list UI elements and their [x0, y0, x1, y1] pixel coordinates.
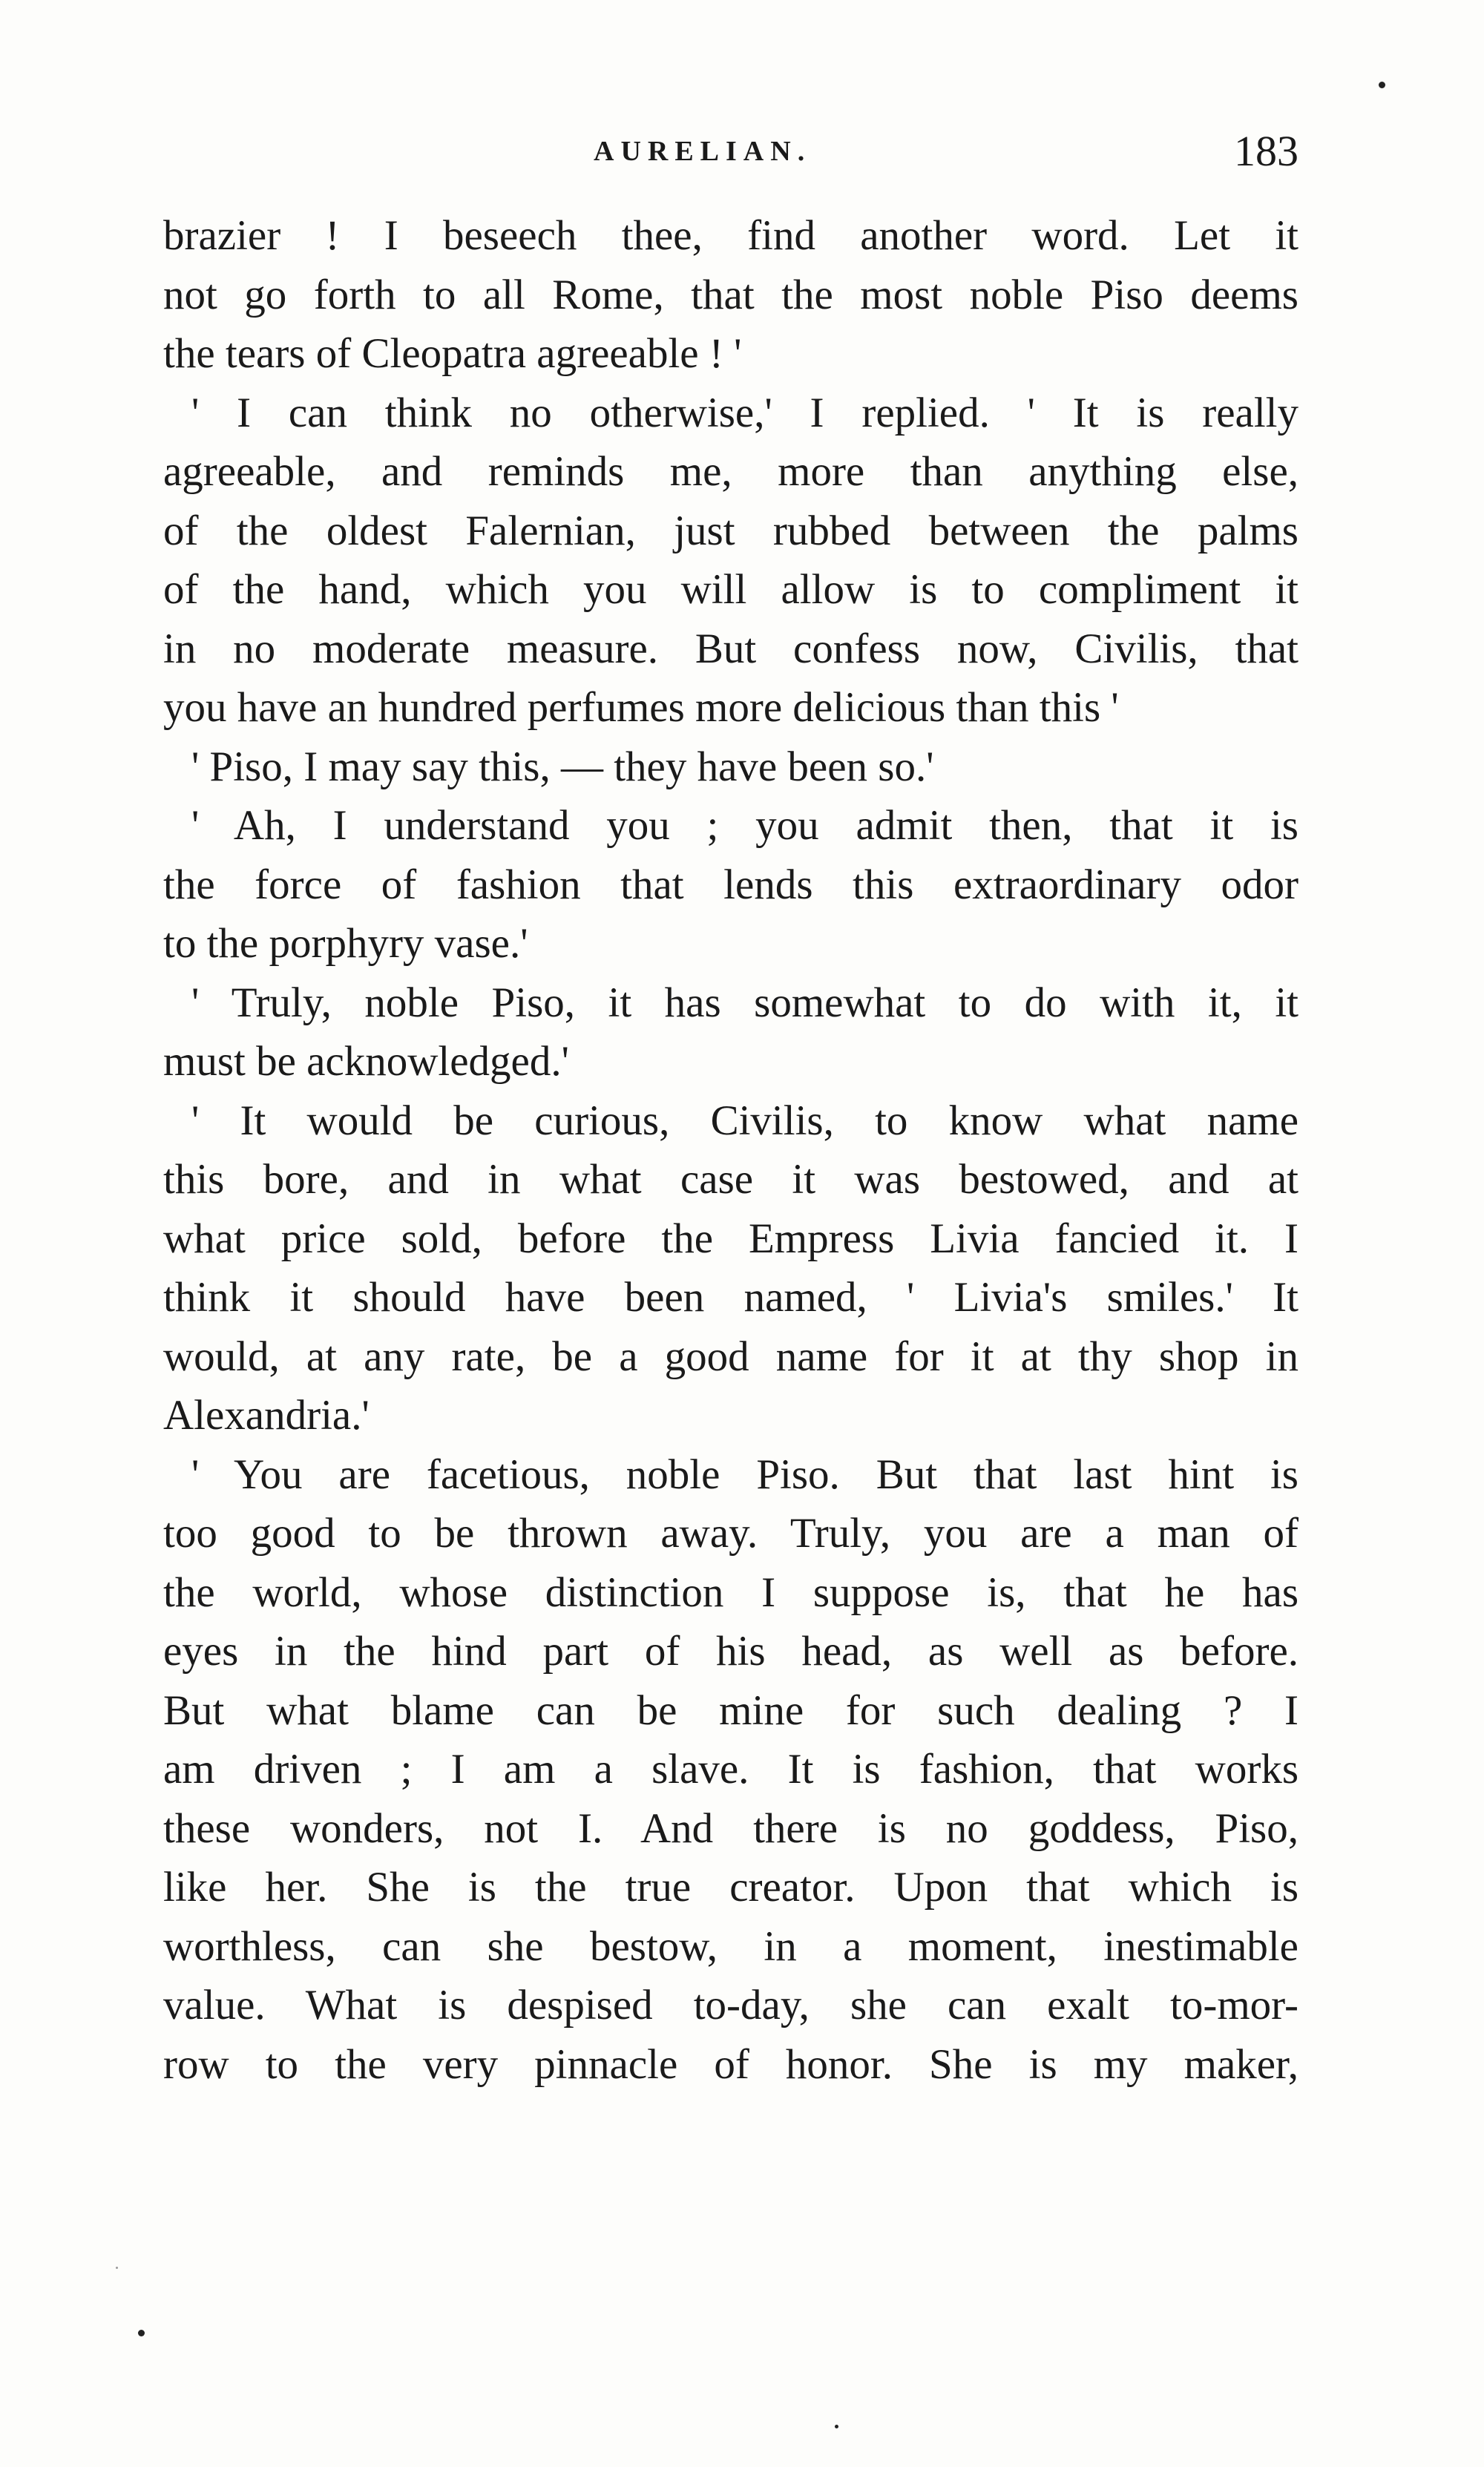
running-head [163, 126, 1298, 178]
text-line: not go forth to all Rome, that the most noble Piso deems [163, 271, 1298, 318]
body-text [163, 206, 1298, 2094]
text-line: ' It would be curious, Civilis, to know what name [191, 1097, 1298, 1144]
scan-speck [1379, 82, 1385, 88]
scan-speck [835, 2425, 838, 2428]
text-line: ' You are facetious, noble Piso. But that last hint is [191, 1451, 1298, 1498]
text-line: row to the very pinnacle of honor. She is my maker, [163, 2040, 1298, 2088]
text-line: ' I can think no otherwise,' I replied. ' It is really [191, 389, 1298, 436]
text-line: worthless, can she bestow, in a moment, inestimable [163, 1922, 1298, 1970]
text-line: to the porphyry vase.' [163, 920, 528, 967]
text-line: of the hand, which you will allow is to compliment it [163, 566, 1298, 613]
text-line: ' Truly, noble Piso, it has somewhat to do with it, it [191, 979, 1298, 1026]
text-line: eyes in the hind part of his head, as well as before. [163, 1628, 1298, 1675]
scan-speck [138, 2330, 145, 2336]
text-line: must be acknowledged.' [163, 1038, 569, 1085]
text-line: this bore, and in what case it was bestowed, and at [163, 1156, 1298, 1203]
running-title: AURELIAN. [594, 136, 812, 167]
text-line: too good to be thrown away. Truly, you are a man of [163, 1510, 1298, 1557]
text-line: ' Piso, I may say this, — they have been so.' [191, 743, 934, 790]
text-line: what price sold, before the Empress Livia fancied it. I [163, 1215, 1298, 1262]
text-line: the world, whose distinction I suppose is, that he has [163, 1568, 1298, 1616]
text-line: the force of fashion that lends this extraordinary odor [163, 861, 1298, 908]
text-line: But what blame can be mine for such dealing ? I [163, 1686, 1298, 1734]
page-number: 183 [1234, 127, 1298, 175]
text-line: these wonders, not I. And there is no goddess, Piso, [163, 1804, 1298, 1852]
text-line: would, at any rate, be a good name for it at thy shop in [163, 1333, 1298, 1380]
text-line: agreeable, and reminds me, more than anything else, [163, 448, 1298, 495]
text-line: am driven ; I am a slave. It is fashion, that works [163, 1746, 1298, 1793]
text-line: you have an hundred perfumes more delicious than this ' [163, 684, 1119, 731]
scan-speck [116, 2267, 118, 2269]
text-line: of the oldest Falernian, just rubbed between the palms [163, 507, 1298, 554]
text-line: in no moderate measure. But confess now, Civilis, that [163, 625, 1298, 672]
text-line: ' Ah, I understand you ; you admit then, that it is [191, 802, 1298, 849]
text-line: like her. She is the true creator. Upon that which is [163, 1864, 1298, 1911]
text-line: value. What is despised to-day, she can exalt to-mor- [163, 1982, 1298, 2029]
text-line: think it should have been named, ' Livia's smiles.' It [163, 1274, 1298, 1321]
text-line: the tears of Cleopatra agreeable ! ' [163, 330, 742, 377]
text-line: brazier ! I beseech thee, find another word. Let it [163, 212, 1298, 259]
text-line: Alexandria.' [163, 1392, 370, 1439]
